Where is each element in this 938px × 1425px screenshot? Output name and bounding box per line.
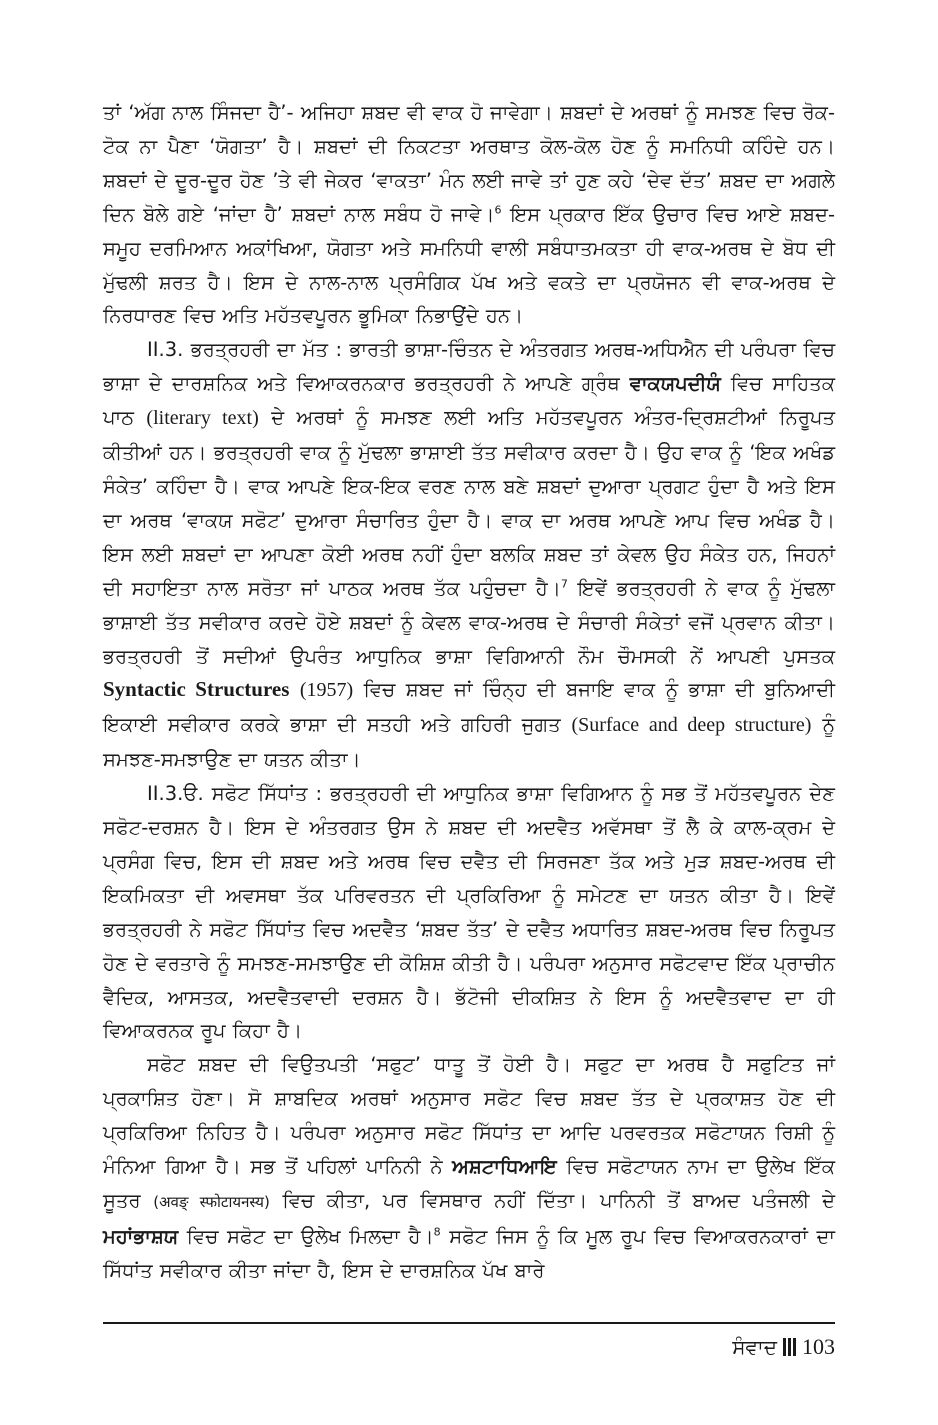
journal-name: ਸੰਵਾਦ bbox=[732, 1335, 777, 1359]
paragraph-1-text-after: ਇਸ ਪ੍ਰਕਾਰ ਇੱਕ ਉਚਾਰ ਵਿਚ ਆਏ ਸ਼ਬਦ-ਸਮੂਹ ਦਰਮਿਆਨ ਅਕਾਂਖਿਆ, ਯੋਗਤਾ ਅਤੇ ਸਮਨਿਧੀ ਵਾਲੀ ਸਬੰਧਾਤਮਕਤਾ ਹੀ ਵਾਕ-ਅਰਥ ਦੇ ਬੋਧ ਦੀ ਮੁੱਢਲੀ ਸ਼ਰਤ ਹੈ। ਇਸ ਦੇ ਨਾਲ-ਨਾਲ ਪ੍ਰਸੰਗਿਕ ਪੱਖ ਅਤੇ ਵਕਤੇ ਦਾ ਪ੍ਰਯੋਜਨ ਵੀ ਵਾਕ-ਅਰਥ ਦੇ ਨਿਰਧਾਰਣ ਵਿਚ ਅਤਿ ਮਹੱਤਵਪੂਰਨ ਭੂਮਿਕਾ ਨਿਭਾਉਂਦੇ ਹਨ। bbox=[103, 202, 836, 328]
paragraph-4-part-e: ਸਫੋਟ ਜਿਸ ਨੂੰ ਕਿ ਮੂਲ ਰੂਪ ਵਿਚ ਵਿਆਕਰਨਕਾਰਾਂ ਦਾ ਸਿੱਧਾਂਤ ਸਵੀਕਾਰ ਕੀਤਾ ਜਾਂਦਾ ਹੈ, ਇਸ ਦੇ ਦਾਰਸ਼ਨਿਕ ਪੱਖ ਬਾਰੇ bbox=[103, 1224, 835, 1282]
page-number: 103 bbox=[802, 1334, 835, 1359]
book-title-mahabhashya: ਮਹਾਂਭਾਸ਼ਯ bbox=[103, 1224, 179, 1248]
paragraph-4-part-c: ਵਿਚ ਕੀਤਾ, ਪਰ ਵਿਸਥਾਰ ਨਹੀਂ ਦਿੱਤਾ। ਪਾਨਿਨੀ ਤੋਂ ਬਾਅਦ ਪਤੰਜਲੀ ਦੇ bbox=[269, 1189, 835, 1212]
paragraph-2-part-e bbox=[289, 678, 299, 701]
paragraph-2-part-b: ਵਿਚ ਸਾਹਿਤਕ ਪਾਠ bbox=[103, 372, 835, 430]
page-footer bbox=[732, 1330, 835, 1364]
paragraph-1 bbox=[103, 96, 835, 333]
footnote-ref-8: 8 bbox=[433, 1225, 441, 1239]
paragraph-2-part-f: ਵਿਚ ਸ਼ਬਦ ਜਾਂ ਚਿੰਨ੍ਹ ਦੀ ਬਜਾਇ ਵਾਕ ਨੂੰ ਭਾਸ਼ਾ ਦੀ ਬੁਨਿਆਦੀ ਇਕਾਈ ਸਵੀਕਾਰ ਕਰਕੇ ਭਾਸ਼ਾ ਦੀ ਸਤਹੀ ਅਤੇ ਗਹਿਰੀ ਜੁਗਤ bbox=[103, 678, 836, 737]
footer-divider bbox=[103, 1322, 835, 1324]
paragraph-4 bbox=[103, 1048, 835, 1287]
paragraph-3-text: II.3.ੳ. ਸਫੋਟ ਸਿੱਧਾਂਤ : ਭਰਤ੍ਰਹਰੀ ਦੀ ਆਧੁਨਿਕ ਭਾਸ਼ਾ ਵਿਗਿਆਨ ਨੂੰ ਸਭ ਤੋਂ ਮਹੱਤਵਪੂਰਨ ਦੇਣ ਸਫੋਟ-ਦਰਸ਼ਨ ਹੈ। ਇਸ ਦੇ ਅੰਤਰਗਤ ਉਸ ਨੇ ਸ਼ਬਦ ਦੀ ਅਦਵੈਤ ਅਵੱਸਥਾ ਤੋਂ ਲੈ ਕੇ ਕਾਲ-ਕ੍ਰਮ ਦੇ ਪ੍ਰਸੰਗ ਵਿਚ, ਇਸ ਦੀ ਸ਼ਬਦ ਅਤੇ ਅਰਥ ਵਿਚ ਦਵੈਤ ਦੀ ਸਿਰਜਣਾ ਤੱਕ ਅਤੇ ਮੁੜ ਸ਼ਬਦ-ਅਰਥ ਦੀ ਇਕਮਿਕਤਾ ਦੀ ਅਵਸਥਾ ਤੱਕ ਪਰਿਵਰਤਨ ਦੀ ਪ੍ਰਕਿਰਿਆ ਨੂੰ ਸਮੇਟਣ ਦਾ ਯਤਨ ਕੀਤਾ ਹੈ। ਇਵੇਂ ਭਰਤ੍ਰਹਰੀ ਨੇ ਸਫੋਟ ਸਿੱਧਾਂਤ ਵਿਚ ਅਦਵੈਤ ‘ਸ਼ਬਦ ਤੱਤ’ ਦੇ ਦਵੈਤ ਅਧਾਰਿਤ ਸ਼ਬਦ-ਅਰਥ ਵਿਚ ਨਿਰੂਪਤ ਹੋਣ ਦੇ ਵਰਤਾਰੇ ਨੂੰ ਸਮਝਣ-ਸਮਝਾਉਣ ਦੀ ਕੋਸ਼ਿਸ਼ ਕੀਤੀ ਹੈ। ਪਰੰਪਰਾ ਅਨੁਸਾਰ ਸਫੋਟਵਾਦ ਇੱਕ ਪ੍ਰਾਚੀਨ ਵੈਦਿਕ, ਆਸਤਕ, ਅਦਵੈਤਵਾਦੀ ਦਰਸ਼ਨ ਹੈ। ਭੱਟੋਜੀ ਦੀਕਸ਼ਿਤ ਨੇ ਇਸ ਨੂੰ ਅਦਵੈਤਵਾਦ ਦਾ ਹੀ ਵਿਆਕਰਨਕ ਰੂਪ ਕਿਹਾ ਹੈ। bbox=[103, 782, 835, 1043]
footnote-ref-7: 7 bbox=[560, 577, 568, 591]
devanagari-sutra: (अवङ् स्फोटायनस्य) bbox=[153, 1193, 270, 1211]
book-title-vakyapadiyam: ਵਾਕਯਪਦੀਯੰ bbox=[629, 372, 721, 396]
latin-literary-text: (literary text) bbox=[146, 407, 259, 430]
paragraph-4-part-d: ਵਿਚ ਸਫੋਟ ਦਾ ਉਲੇਖ ਮਿਲਦਾ ਹੈ। bbox=[178, 1224, 434, 1248]
footnote-ref-6: 6 bbox=[494, 203, 502, 217]
latin-year: (1957) bbox=[299, 679, 354, 702]
book-title-syntactic-structures: Syntactic Structures bbox=[103, 677, 290, 702]
paragraph-3 bbox=[103, 777, 835, 1048]
paragraph-2 bbox=[103, 333, 835, 777]
separator-bars-icon bbox=[783, 1338, 796, 1356]
paragraph-1-text: ਤਾਂ ‘ਅੱਗ ਨਾਲ ਸਿੰਜਦਾ ਹੈ’- ਅਜਿਹਾ ਸ਼ਬਦ ਵੀ ਵਾਕ ਹੋ ਜਾਵੇਗਾ। ਸ਼ਬਦਾਂ ਦੇ ਅਰਥਾਂ ਨੂੰ ਸਮਝਣ ਵਿਚ ਰੋਕ-ਟੋਕ ਨਾ ਪੈਣਾ ‘ਯੋਗਤਾ’ ਹੈ। ਸ਼ਬਦਾਂ ਦੀ ਨਿਕਟਤਾ ਅਰਥਾਤ ਕੋਲ-ਕੋਲ ਹੋਣ ਨੂੰ ਸਮਨਿਧੀ ਕਹਿੰਦੇ ਹਨ। ਸ਼ਬਦਾਂ ਦੇ ਦੂਰ-ਦੂਰ ਹੋਣ ’ਤੇ ਵੀ ਜੇਕਰ ‘ਵਾਕਤਾ’ ਮੰਨ ਲਈ ਜਾਵੇ ਤਾਂ ਹੁਣ ਕਹੇ ‘ਦੇਵ ਦੱਤ’ ਸ਼ਬਦ ਦਾ ਅਗਲੇ ਦਿਨ ਬੋਲੇ ਗਏ ‘ਜਾਂਦਾ ਹੈ’ ਸ਼ਬਦਾਂ ਨਾਲ ਸਬੰਧ ਹੋ ਜਾਵੇ। bbox=[103, 101, 835, 226]
paragraph-2-part-c: ਦੇ ਅਰਥਾਂ ਨੂੰ ਸਮਝਣ ਲਈ ਅਤਿ ਮਹੱਤਵਪੂਰਨ ਅੰਤਰ-ਦ੍ਰਿਸ਼ਟੀਆਂ ਨਿਰੂਪਤ ਕੀਤੀਆਂ ਹਨ। ਭਰਤ੍ਰਹਰੀ ਵਾਕ ਨੂੰ ਮੁੱਢਲਾ ਭਾਸ਼ਾਈ ਤੱਤ ਸਵੀਕਾਰ ਕਰਦਾ ਹੈ। ਉਹ ਵਾਕ ਨੂੰ ‘ਇਕ ਅਖੰਡ ਸੰਕੇਤ’ ਕਹਿੰਦਾ ਹੈ। ਵਾਕ ਆਪਣੇ ਇਕ-ਇਕ ਵਰਣ ਨਾਲ ਬਣੇ ਸ਼ਬਦਾਂ ਦੁਆਰਾ ਪ੍ਰਗਟ ਹੁੰਦਾ ਹੈ ਅਤੇ ਇਸ ਦਾ ਅਰਥ ‘ਵਾਕਯ ਸਫੋਟ’ ਦੁਆਰਾ ਸੰਚਾਰਿਤ ਹੁੰਦਾ ਹੈ। ਵਾਕ ਦਾ ਅਰਥ ਆਪਣੇ ਆਪ ਵਿਚ ਅਖੰਡ ਹੈ। ਇਸ ਲਈ ਸ਼ਬਦਾਂ ਦਾ ਆਪਣਾ ਕੋਈ ਅਰਥ ਨਹੀਂ ਹੁੰਦਾ ਬਲਕਿ ਸ਼ਬਦ ਤਾਂ ਕੇਵਲ ਉਹ ਸੰਕੇਤ ਹਨ, ਜਿਹਨਾਂ ਦੀ ਸਹਾਇਤਾ ਨਾਲ ਸਰੋਤਾ ਜਾਂ ਪਾਠਕ ਅਰਥ ਤੱਕ ਪਹੁੰਚਦਾ ਹੈ। bbox=[103, 406, 835, 600]
page-body bbox=[103, 96, 835, 1288]
paragraph-4-part-a: ਸਫੋਟ ਸ਼ਬਦ ਦੀ ਵਿਉਤਪਤੀ ‘ਸਫੁਟ’ ਧਾਤੂ ਤੋਂ ਹੋਈ ਹੈ। ਸਫੁਟ ਦਾ ਅਰਥ ਹੈ ਸਫੁਟਿਤ ਜਾਂ ਪ੍ਰਕਾਸ਼ਿਤ ਹੋਣਾ। ਸੋ ਸ਼ਾਬਦਿਕ ਅਰਥਾਂ ਅਨੁਸਾਰ ਸਫੋਟ ਵਿਚ ਸ਼ਬਦ ਤੱਤ ਦੇ ਪ੍ਰਕਾਸ਼ਤ ਹੋਣ ਦੀ ਪ੍ਰਕਿਰਿਆ ਨਿਹਿਤ ਹੈ। ਪਰੰਪਰਾ ਅਨੁਸਾਰ ਸਫੋਟ ਸਿੱਧਾਂਤ ਦਾ ਆਦਿ ਪਰਵਰਤਕ ਸਫੋਟਾਯਨ ਰਿਸ਼ੀ ਨੂੰ ਮੰਨਿਆ ਗਿਆ ਹੈ। ਸਭ ਤੋਂ ਪਹਿਲਾਂ ਪਾਨਿਨੀ ਨੇ bbox=[103, 1053, 835, 1179]
book-title-ashtadhyayi: ਅਸ਼ਟਾਧਿਆਇ bbox=[452, 1155, 557, 1179]
paragraph-2-part-d: ਇਵੇਂ ਭਰਤ੍ਰਹਰੀ ਨੇ ਵਾਕ ਨੂੰ ਮੁੱਢਲਾ ਭਾਸ਼ਾਈ ਤੱਤ ਸਵੀਕਾਰ ਕਰਦੇ ਹੋਏ ਸ਼ਬਦਾਂ ਨੂੰ ਕੇਵਲ ਵਾਕ-ਅਰਥ ਦੇ ਸੰਚਾਰੀ ਸੰਕੇਤਾਂ ਵਜੋਂ ਪ੍ਰਵਾਨ ਕੀਤਾ। ਭਰਤ੍ਰਹਰੀ ਤੋਂ ਸਦੀਆਂ ਉਪਰੰਤ ਆਧੁਨਿਕ ਭਾਸ਼ਾ ਵਿਗਿਆਨੀ ਨੌਮ ਚੌਮਸਕੀ ਨੇਂ ਆਪਣੀ ਪੁਸਤਕ bbox=[103, 576, 835, 668]
latin-surface-deep-structure: (Surface and deep structure) bbox=[571, 714, 812, 737]
paragraph-2-part-a: II.3. ਭਰਤ੍ਰਹਰੀ ਦਾ ਮੱਤ : ਭਾਰਤੀ ਭਾਸ਼ਾ-ਚਿੰਤਨ ਦੇ ਅੰਤਰਗਤ ਅਰਥ-ਅਧਿਐਨ ਦੀ ਪਰੰਪਰਾ ਵਿਚ ਭਾਸ਼ਾ ਦੇ ਦਾਰਸ਼ਨਿਕ ਅਤੇ ਵਿਆਕਰਨਕਾਰ ਭਰਤ੍ਰਹਰੀ ਨੇ ਆਪਣੇ ਗ੍ਰੰਥ bbox=[103, 338, 835, 396]
paragraph-4-part-b: ਵਿਚ ਸਫੋਟਾਯਨ ਨਾਮ ਦਾ ਉਲੇਖ ਇੱਕ ਸੂਤਰ bbox=[103, 1155, 835, 1212]
paragraph-2-part-g: ਨੂੰ ਸਮਝਣ-ਸਮਝਾਉਣ ਦਾ ਯਤਨ ਕੀਤਾ। bbox=[103, 713, 836, 772]
